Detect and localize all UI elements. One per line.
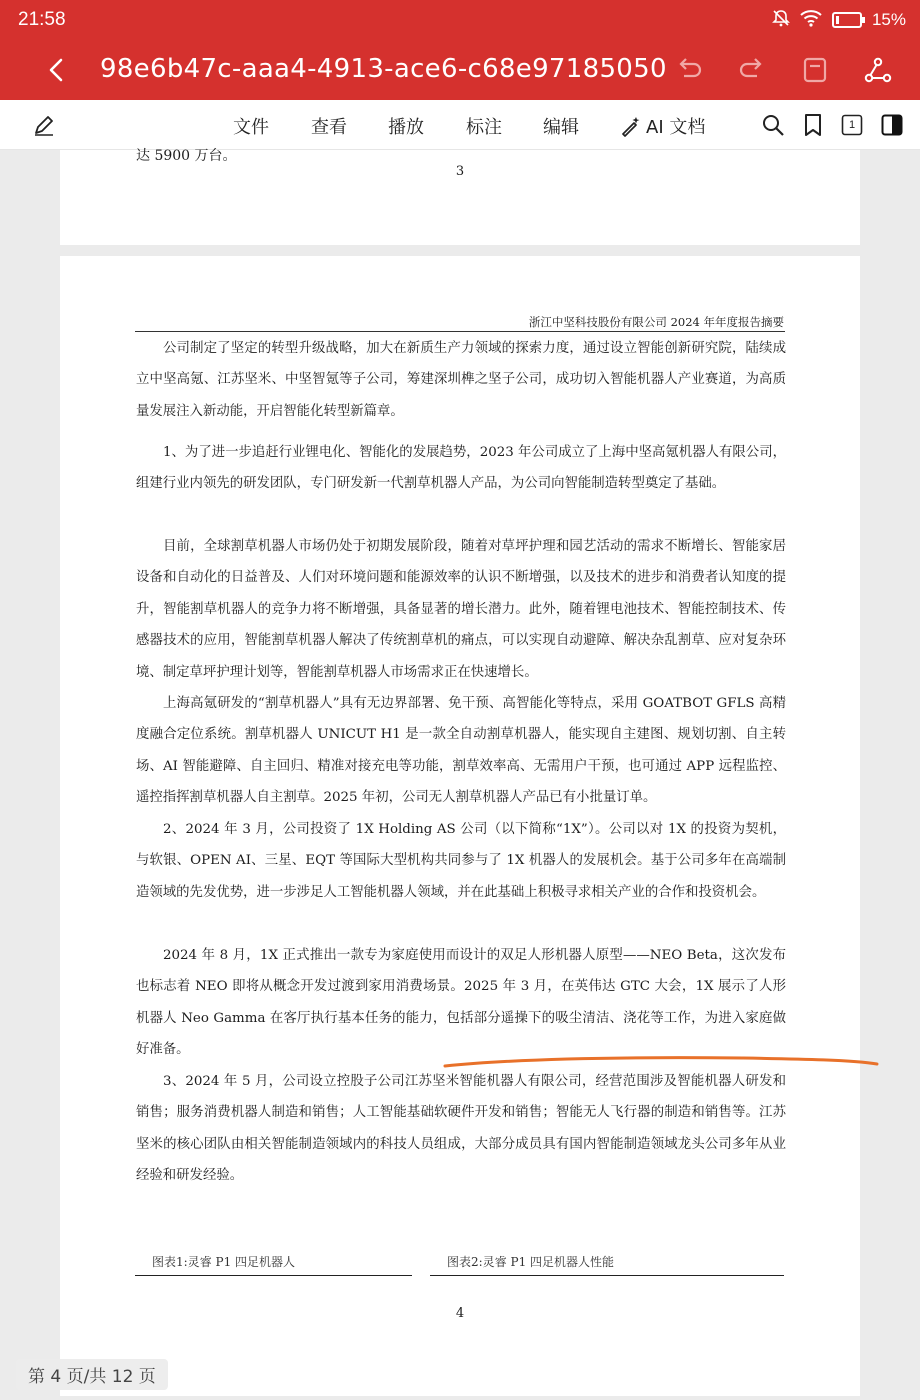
paragraph-item-1: 1、为了进一步追赶行业锂电化、智能化的发展趋势，2023 年公司成立了上海中坚高氪机器人有限公司，组建行业内领先的研发团队，专门研发新一代割草机器人产品，为公司向智能制造转型奠定了基础。: [136, 445, 786, 492]
search-button[interactable]: [759, 111, 787, 139]
redo-button[interactable]: [736, 54, 768, 86]
page-badge-number: 1: [848, 119, 856, 131]
page-view-button[interactable]: [838, 111, 866, 139]
toolbar: [0, 100, 920, 150]
paragraph-neo: 2024 年 8 月，1X 正式推出一款专为家庭使用而设计的双足人形机器人原型——NEO Beta，这次发布也标志着 NEO 即将从概念开发过渡到家用消费场景。2025 年 3 月，在英伟达 GTC 大会，1X 展示了人形机器人 Neo Gamma 在客厅执行基本任务的能力，包括部分遥操下的吸尘清洁、浇花等工作，为进入家庭做好准备。: [136, 948, 786, 1058]
page-header: 浙江中坚科技股份有限公司 2024 年年度报告摘要: [528, 315, 784, 329]
reading-mode-button[interactable]: [878, 111, 906, 139]
pen-edit-button[interactable]: [30, 111, 58, 139]
share-button[interactable]: [862, 54, 894, 86]
undo-button[interactable]: [673, 54, 705, 86]
menu-edit[interactable]: 编辑: [543, 117, 579, 138]
previous-page: [60, 150, 860, 245]
status-time: 21:58: [18, 9, 66, 30]
status-bar: [0, 0, 920, 40]
page-number: 4: [455, 1306, 465, 1321]
undo-icon: [675, 58, 703, 82]
document-page: [60, 256, 860, 1396]
figure-2-rule: [430, 1275, 784, 1276]
paragraph-intro: 公司制定了坚定的转型升级战略，加大在新质生产力领域的探索力度，通过设立智能创新研究院，陆续成立中坚高氪、江苏坚米、中坚智氪等子公司，筹建深圳榫之坚子公司，成功切入智能机器人产业赛道，为高质量发展注入新动能，开启智能化转型新篇章。: [136, 341, 786, 419]
split-view-icon: [880, 113, 904, 137]
paragraph-item-3: 3、2024 年 5 月，公司设立控股子公司江苏坚米智能机器人有限公司，经营范围涉及智能机器人研发和销售；服务消费机器人制造和销售；人工智能基础软硬件开发和销售；智能无人飞行器的制造和销售等。江苏坚米的核心团队由相关智能制造领域内的科技人员组成，大部分成员具有国内智能制造领域龙头公司多年从业经验和研发经验。: [136, 1074, 786, 1184]
page-indicator: 第 4 页/共 12 页: [16, 1359, 168, 1390]
back-button[interactable]: [36, 52, 76, 88]
menu-file[interactable]: 文件: [233, 117, 269, 138]
share-icon: [864, 57, 892, 83]
ai-wand-icon: [620, 115, 642, 137]
header-rule: [135, 331, 785, 332]
figure-caption-2: 图表2:灵睿 P1 四足机器人性能: [447, 1255, 615, 1269]
menu-view[interactable]: 查看: [311, 117, 347, 138]
back-arrow-icon: [48, 57, 64, 83]
figure-1-rule: [135, 1275, 412, 1276]
document-title: 98e6b47c-aaa4-4913-ace6-c68e97185050: [100, 54, 667, 84]
battery-level: [836, 16, 839, 24]
search-icon: [761, 113, 785, 137]
bookmark-button[interactable]: [799, 111, 827, 139]
app-bar: [0, 40, 920, 100]
pen-icon: [32, 113, 56, 137]
ai-document-label: AI 文档: [646, 117, 706, 138]
figure-caption-1: 图表1:灵睿 P1 四足机器人: [152, 1255, 296, 1269]
save-icon: [803, 57, 827, 83]
previous-page-number: 3: [455, 164, 465, 179]
paragraph-item-2: 2、2024 年 3 月，公司投资了 1X Holding AS 公司（以下简称“1X”）。公司以对 1X 的投资为契机，与软银、OPEN AI、三星、EQT 等国际大型机构共同参与了 1X 机器人的发展机会。基于公司多年在高端制造领域的先发优势，进一步涉足人工智能机器人领域，并在此基础上积极寻求相关产业的合作和投资机会。: [136, 822, 786, 900]
mute-icon: [772, 9, 790, 31]
menu-annotate[interactable]: 标注: [466, 117, 502, 138]
paragraph-mower-product: 上海高氪研发的“割草机器人”具有无边界部署、免干预、高智能化等特点，采用 GOATBOT GFLS 高精度融合定位系统。割草机器人 UNICUT H1 是一款全自动割草机器人，能实现自主建图、规划切割、自主转场、AI 智能避障、自主回归、精准对接充电等功能，割草效率高、无需用户干预，也可通过 APP 远程监控、遥控指挥割草机器人自主割草。2025 年初，公司无人割草机器人产品已有小批量订单。: [136, 696, 786, 806]
battery-icon: [832, 12, 862, 28]
paragraph-market: 目前，全球割草机器人市场仍处于初期发展阶段，随着对草坪护理和园艺活动的需求不断增长、智能家居设备和自动化的日益普及、人们对环境问题和能源效率的认识不断增强，以及技术的进步和消费者认知度的提升，智能割草机器人的竞争力将不断增强，具备显著的增长潜力。此外，随着锂电池技术、智能控制技术、传感器技术的应用，智能割草机器人解决了传统割草机的痛点，可以实现自动避障、解决杂乱割草、应对复杂环境、制定草坪护理计划等，智能割草机器人市场需求正在快速增长。: [136, 539, 786, 680]
redo-icon: [738, 58, 766, 82]
wifi-icon: [800, 9, 822, 31]
bookmark-icon: [803, 113, 823, 137]
menu-play[interactable]: 播放: [388, 117, 424, 138]
menu-ai-document[interactable]: [620, 113, 705, 139]
save-button[interactable]: [799, 54, 831, 86]
status-icons: [772, 9, 906, 31]
battery-percent: 15%: [871, 10, 906, 29]
handwritten-underline-annotation: [443, 1055, 879, 1077]
previous-page-last-line: 达 5900 万台。: [136, 148, 237, 164]
